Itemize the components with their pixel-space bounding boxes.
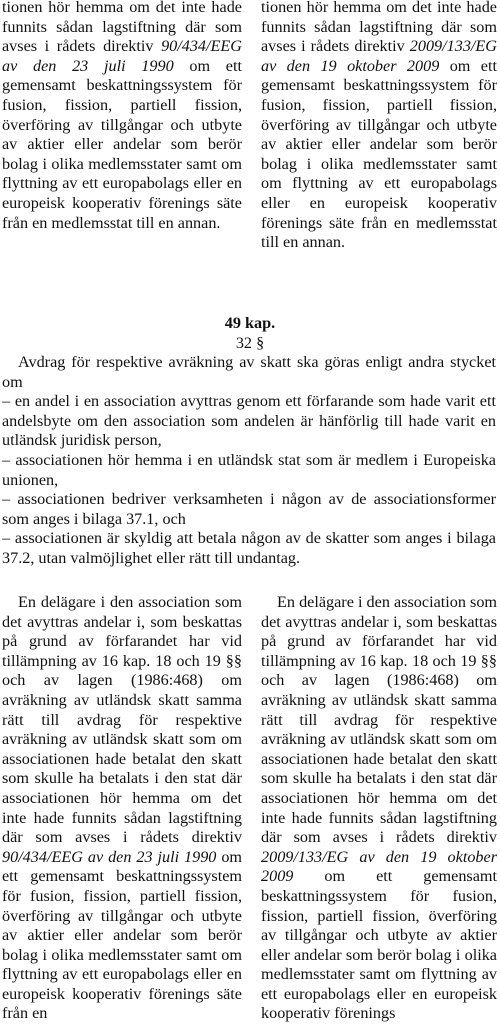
directive-reference: 2009/133/EG av den 19 oktober 2009 bbox=[261, 37, 497, 75]
directive-reference: 90/434/EEG av den 23 juli 1990 bbox=[2, 847, 217, 866]
bullet-item: – associationen bedriver verksamheten i någon av de associationsformer som anges i bilaga 37.1, och bbox=[2, 490, 496, 528]
bottom-left-column bbox=[2, 593, 242, 1024]
bullet-item: – en andel i en association avyttras genom ett förfarande som hade varit ett andelsbyte om den association som andelen är hänförlig till hade varit en utländsk juridisk person, bbox=[2, 392, 496, 450]
top-left-paragraph: tionen hör hemma om det inte hade funnits sådan lagstiftning där som avses i rådets direktiv 90/434/EEG av den 23 juli 1990 om ett gemensamt beskattningssystem för fusion, fission, partiell fission, överföring av tillgångar och utbyte av aktier eller andelar som berör bolag i olika medlemsstater samt om flyttning av ett europabolags eller en europeisk kooperativ förenings säte från en medlemsstat till en annan. bbox=[2, 0, 242, 232]
bottom-right-column bbox=[261, 593, 497, 1024]
section-heading: 32 § bbox=[235, 334, 265, 352]
chapter-heading: 49 kap. bbox=[224, 314, 276, 332]
intro-paragraph: Avdrag för respektive avräkning av skatt ska göras enligt andra stycket om bbox=[2, 353, 496, 391]
directive-reference: 90/434/EEG av den 23 juli 1990 bbox=[2, 37, 242, 75]
top-right-column bbox=[261, 0, 497, 253]
directive-reference: 2009/133/EG av den 19 oktober 2009 bbox=[261, 847, 497, 886]
bullet-item: – associationen är skyldig att betala någon av de skatter som anges i bilaga 37.2, utan valmöjlighet eller rätt till undantag. bbox=[2, 529, 496, 567]
bottom-right-paragraph: En delägare i den association som det avyttras andelar i, som beskattas på grund av förfarandet har vid tillämpning av 16 kap. 18 och 19 §§ och av lagen (1986:468) om avräkning av utländsk skatt samma rätt till avdrag för respektive avräkning av utländsk skatt som om associationen hade betalat den skatt som skulle ha betalats i den stat där associationen hör hemma om det inte hade funnits sådan lagstiftning där som avses i rådets direktiv 2009/133/EG av den 19 oktober 2009 om ett gemensamt beskattningssystem för fusion, fission, partiell fission, överföring av tillgångar och utbyte av aktier eller andelar som berör bolag i olika medlemsstater samt om flyttning av ett europabolags eller en europeisk kooperativ förenings bbox=[261, 593, 497, 1023]
section-body bbox=[2, 353, 496, 569]
top-right-paragraph: tionen hör hemma om det inte hade funnits sådan lagstiftning där som avses i rådets direktiv 2009/133/EG av den 19 oktober 2009 om ett gemensamt beskattningssystem för fusion, fission, partiell fission, överföring av tillgångar och utbyte av aktier eller andelar som berör bolag i olika medlemsstater samt om flyttning av ett europabolags eller en europeisk kooperativ förenings säte från en medlemsstat till en annan. bbox=[261, 0, 497, 252]
bullet-item: – associationen hör hemma i en utländsk stat som är medlem i Europeiska unionen, bbox=[2, 450, 496, 489]
top-left-column bbox=[2, 0, 242, 233]
bottom-left-paragraph: En delägare i den association som det avyttras andelar i, som beskattas på grund av förfarandet har vid tillämpning av 16 kap. 18 och 19 §§ och av lagen (1986:468) om avräkning av utländsk skatt samma rätt till avdrag för respektive avräkning av utländsk skatt som om associationen hade betalat den skatt som skulle ha betalats i den stat där associationen hör hemma om det inte hade funnits sådan lagstiftning där som avses i rådets direktiv 90/434/EEG av den 23 juli 1990 om ett gemensamt beskattningssystem för fusion, fission, partiell fission, överföring av tillgångar och utbyte av aktier eller andelar som berör bolag i olika medlemsstater samt om flyttning av ett europabolags eller en europeisk kooperativ förenings säte från en bbox=[2, 593, 243, 1023]
